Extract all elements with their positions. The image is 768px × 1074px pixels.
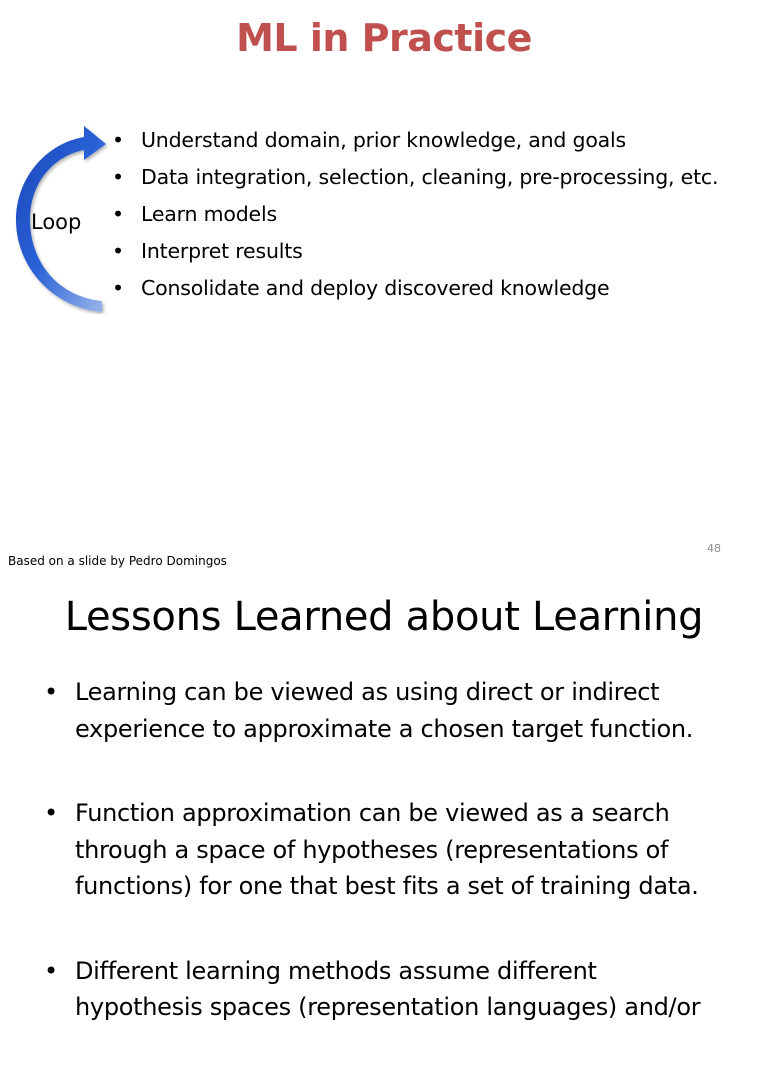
list-item-text: Interpret results <box>141 239 303 263</box>
bullet-icon: • <box>112 202 124 226</box>
slide-title: Lessons Learned about Learning <box>64 594 704 640</box>
bullet-icon: • <box>44 956 58 985</box>
list-item <box>112 198 718 235</box>
list-item <box>44 953 744 1026</box>
bullet-icon: • <box>112 165 124 189</box>
bullet-icon: • <box>112 276 124 300</box>
slide-lessons-learned <box>0 580 768 1024</box>
list-item-text: Data integration, selection, cleaning, pre-processing, etc. <box>141 165 719 189</box>
list-item <box>44 795 744 905</box>
list-item <box>44 674 744 747</box>
bullet-icon: • <box>112 239 124 263</box>
list-item-line: Function approximation can be viewed as a search <box>75 799 670 827</box>
bullet-icon: • <box>44 678 58 706</box>
slide-credit: Based on a slide by Pedro Domingos <box>8 554 227 568</box>
list-item-text: Learn models <box>141 202 277 226</box>
list-item <box>112 272 718 309</box>
list-item-text: Consolidate and deploy discovered knowledge <box>141 276 610 300</box>
loop-label: Loop <box>31 210 82 234</box>
list-item-line: through a space of hypotheses (representations of <box>75 835 669 864</box>
list-item <box>112 124 718 161</box>
practice-steps-list <box>112 124 718 309</box>
list-item <box>112 161 718 198</box>
list-item-text: Understand domain, prior knowledge, and goals <box>141 128 627 152</box>
bullet-icon: • <box>44 799 58 827</box>
list-item-line: hypothesis spaces (representation languages) and/or <box>75 993 701 1021</box>
list-item-line: Different learning methods assume different <box>75 956 597 985</box>
lessons-list <box>44 674 744 1074</box>
list-item-line: Learning can be viewed as using direct or indirect <box>75 678 660 706</box>
bullet-icon: • <box>112 128 124 152</box>
list-item-line: functions) for one that best fits a set of training data. <box>75 872 699 900</box>
slide-title: ML in Practice <box>236 16 532 60</box>
slide-number: 48 <box>707 542 721 555</box>
list-item <box>112 235 718 272</box>
list-item-line: experience to approximate a chosen target function. <box>75 714 694 743</box>
